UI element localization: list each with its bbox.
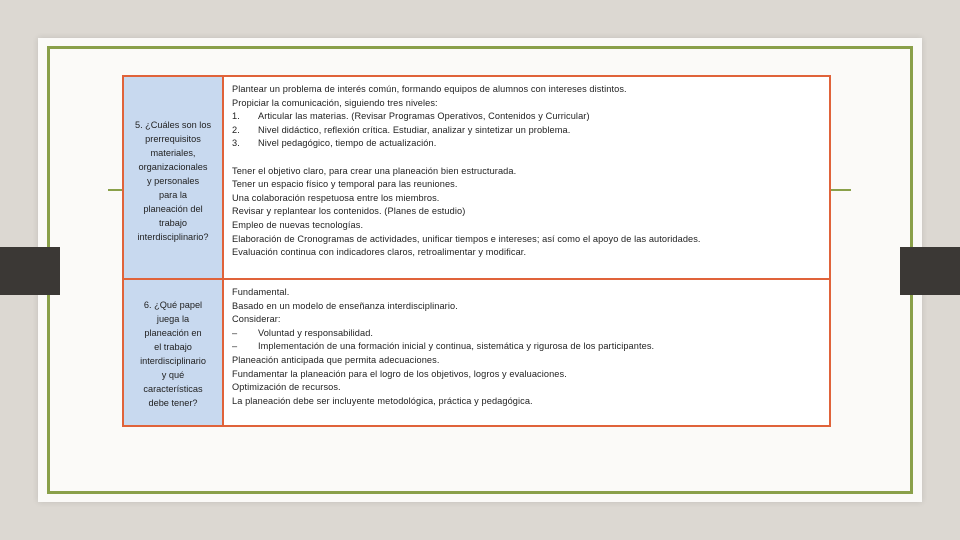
question-line: prerrequisitos — [145, 134, 201, 144]
question-line: y qué — [161, 370, 185, 380]
question-line: y personales — [146, 176, 200, 186]
item-text: Voluntad y responsabilidad. — [258, 327, 374, 338]
dashed-item — [232, 327, 824, 341]
content-table — [122, 75, 831, 427]
question-line: 5. ¿Cuáles son los — [134, 120, 212, 130]
question-line: debe tener? — [148, 398, 198, 408]
question-line: planeación del — [143, 204, 203, 214]
answer-line: Fundamentar la planeación para el logro de los objetivos, logros y evaluaciones. — [232, 368, 567, 379]
question-line: interdisciplinario? — [137, 232, 209, 242]
question-line: planeación en — [144, 328, 202, 338]
dashed-item — [232, 340, 824, 354]
table-row — [124, 77, 829, 280]
question-line: el trabajo — [154, 342, 192, 352]
answer-cell — [232, 286, 824, 408]
answer-cell — [232, 83, 824, 260]
item-number: 1. — [232, 111, 240, 122]
answer-line: Propiciar la comunicación, siguiendo tres niveles: — [232, 97, 438, 108]
answer-line: Fundamental. — [232, 287, 290, 297]
question-line: características — [143, 384, 203, 394]
numbered-item — [232, 110, 824, 124]
question-line: materiales, — [150, 148, 196, 158]
item-number: 3. — [232, 138, 240, 149]
question-line: para la — [158, 190, 188, 200]
item-number: 2. — [232, 124, 240, 135]
answer-line: Revisar y replantear los contenidos. (Planes de estudio) — [232, 206, 466, 217]
answer-line: Evaluación continua con indicadores claros, retroalimentar y modificar. — [232, 247, 527, 258]
answer-line: La planeación debe ser incluyente metodológica, práctica y pedagógica. — [232, 395, 533, 406]
question-line: juega la — [156, 314, 190, 324]
question-text — [127, 298, 219, 410]
answer-line: Elaboración de Cronogramas de actividades, unificar tiempos e intereses; así como el apoyo de las autoridades. — [232, 233, 701, 244]
answer-line: Optimización de recursos. — [232, 382, 341, 393]
dash-marker: – — [232, 327, 238, 338]
answer-line: Tener el objetivo claro, para crear una planeación bien estructurada. — [232, 165, 517, 176]
question-line: trabajo — [158, 218, 188, 228]
answer-line: Plantear un problema de interés común, formando equipos de alumnos con intereses distintos. — [232, 84, 627, 94]
question-cell — [124, 280, 224, 425]
decorative-tab-right — [900, 247, 960, 295]
question-line: 6. ¿Qué papel — [143, 300, 203, 310]
answer-line: Basado en un modelo de enseñanza interdisciplinario. — [232, 300, 458, 311]
answer-line: Una colaboración respetuosa entre los miembros. — [232, 192, 440, 203]
answer-line: Planeación anticipada que permita adecuaciones. — [232, 354, 440, 365]
item-text: Nivel didáctico, reflexión crítica. Estudiar, analizar y sintetizar un problema. — [258, 124, 571, 135]
table-row — [124, 280, 829, 425]
item-text: Articular las materias. (Revisar Programas Operativos, Contenidos y Curricular) — [258, 111, 590, 122]
dash-marker: – — [232, 341, 238, 352]
answer-line: Tener un espacio físico y temporal para las reuniones. — [232, 179, 458, 190]
numbered-item — [232, 137, 824, 151]
item-text: Implementación de una formación inicial y continua, sistemática y rigurosa de los participantes. — [258, 341, 655, 352]
answer-line: Empleo de nuevas tecnologías. — [232, 219, 364, 230]
spacer — [232, 151, 824, 165]
question-cell — [124, 77, 224, 278]
question-text — [127, 118, 219, 244]
numbered-item — [232, 124, 824, 138]
question-line: organizacionales — [138, 162, 208, 172]
answer-line: Considerar: — [232, 314, 281, 325]
decorative-tab-left — [0, 247, 60, 295]
item-text: Nivel pedagógico, tiempo de actualización. — [258, 138, 437, 149]
question-line: interdisciplinario — [140, 356, 206, 366]
decorative-line-right — [831, 189, 851, 191]
